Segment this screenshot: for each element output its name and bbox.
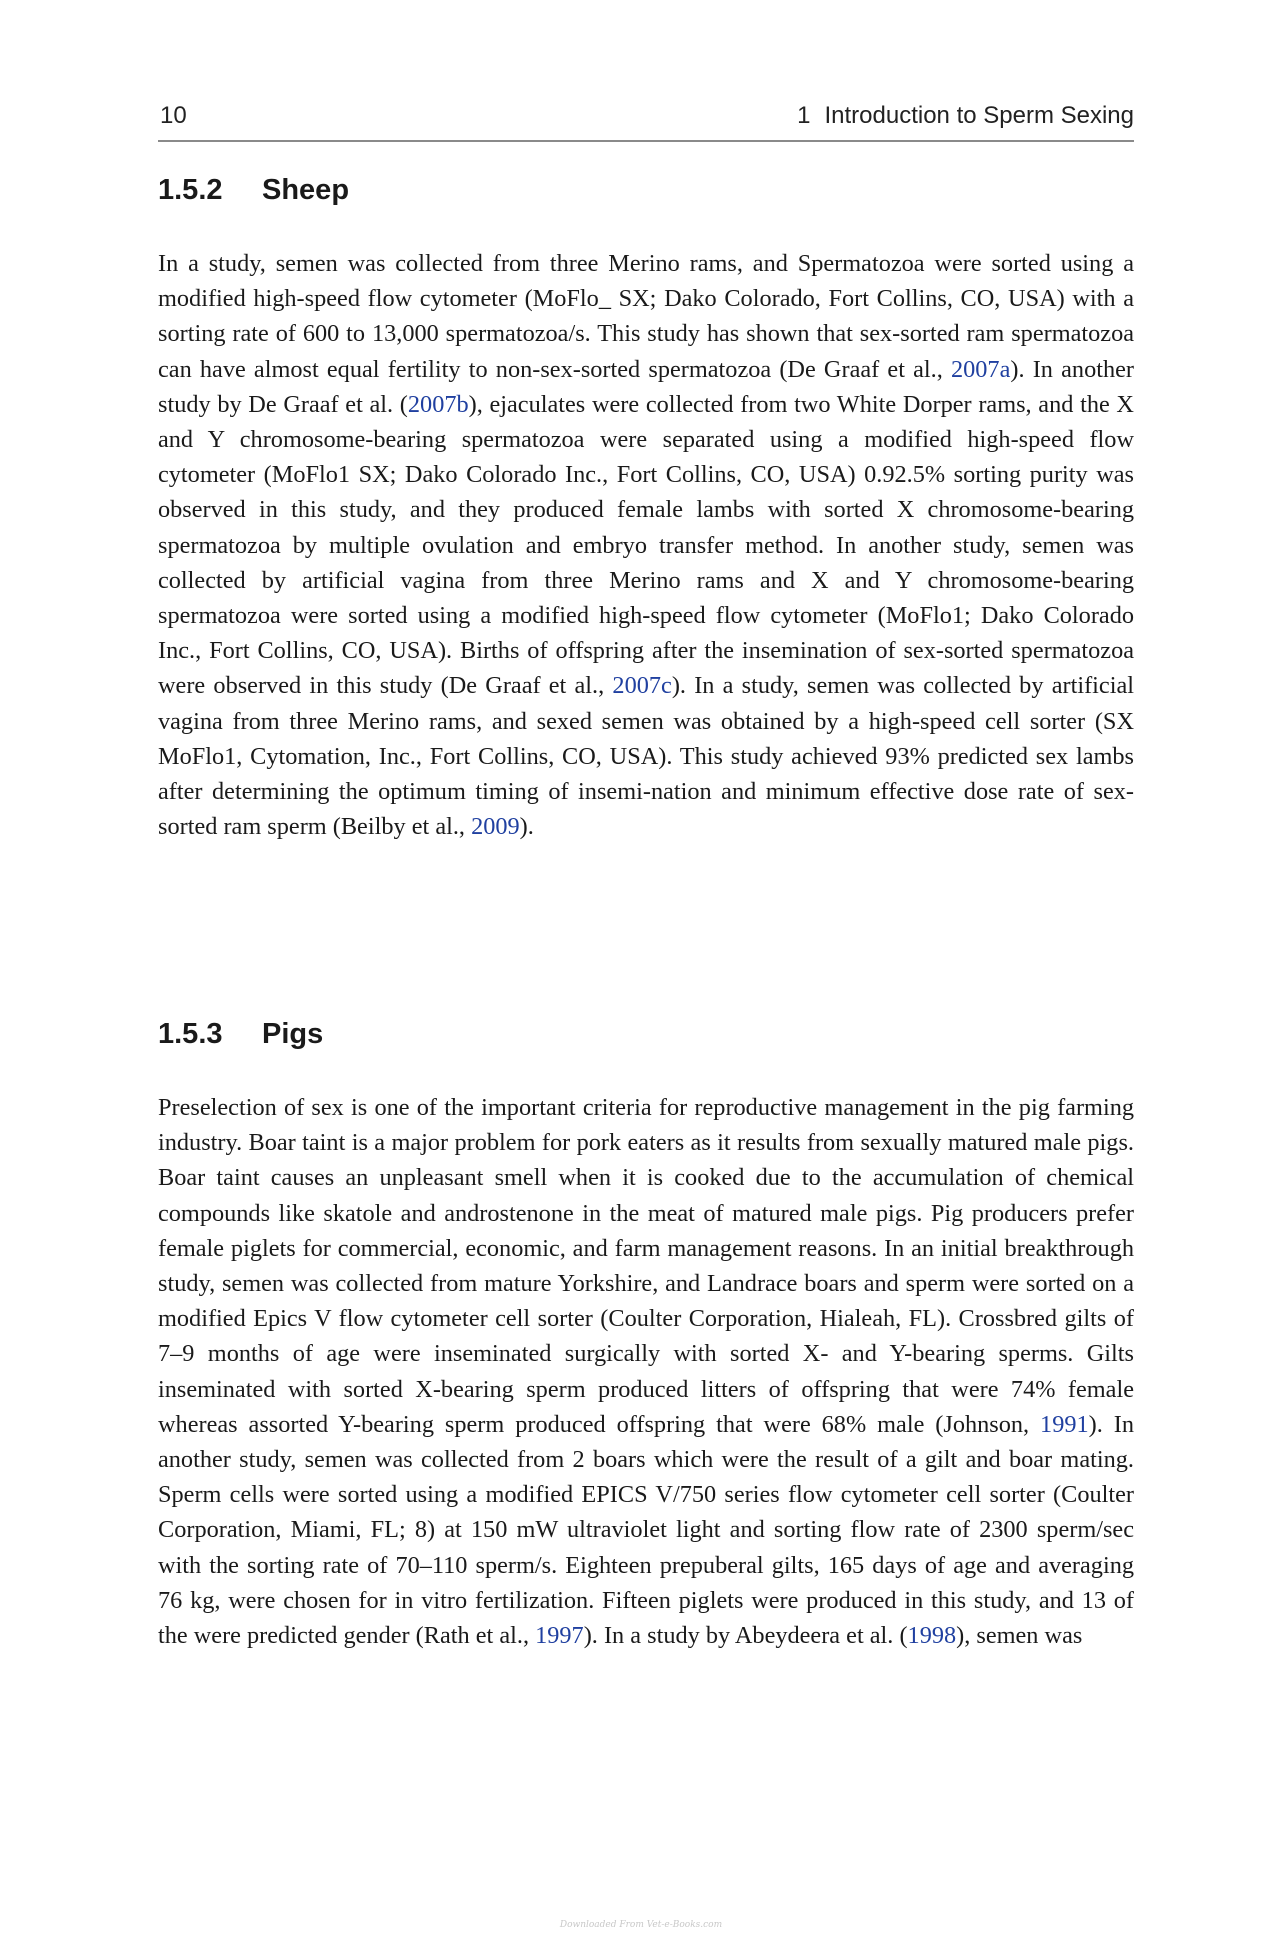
citation-link[interactable]: 1997	[535, 1622, 584, 1650]
text-run: ).	[519, 813, 534, 841]
chapter-title-text: Introduction to Sperm Sexing	[824, 102, 1134, 129]
section-body-sheep	[158, 246, 1134, 844]
citation-link[interactable]: 2007a	[950, 355, 1011, 383]
text-run: ), semen was	[956, 1622, 1083, 1650]
text-run: ), ejaculates were collected from two White Dorper rams, and the X and Y chromosome-bearing spermatozoa were separated using a modified high-speed flow cytometer (MoFlo1 SX; Dako Colorado Inc., Fort Collins, CO, USA) 0.92.5% sorting purity was observed in this study, and they produced female lambs with sorted X chromosome-bearing spermatozoa by multiple ovulation and embryo transfer method. In another study, semen was collected by artificial vagina from three Merino rams and X and Y chromosome-bearing spermatozoa were sorted using a modified high-speed flow cytometer (MoFlo1; Dako Colorado Inc., Fort Collins, CO, USA). Births of offspring after the insemination of sex-sorted spermatozoa were observed in this study (De Graaf et al.,	[158, 390, 1134, 700]
citation-link[interactable]: 2007b	[407, 390, 469, 418]
running-header	[158, 100, 1134, 142]
citation-link[interactable]: 2007c	[612, 672, 672, 700]
section-heading-pigs	[158, 1018, 323, 1051]
text-run: ). In another study by De Graaf et al. (	[158, 355, 1134, 418]
text-run: ). In another study, semen was collected from 2 boars which were the result of a gilt and boar mating. Sperm cells were sorted using a modified EPICS V/750 series flow cytometer cell sorter (Coulter Corporation, Miami, FL; 8) at 150 mW ultraviolet light and sorting flow rate of 2300 sperm/sec with the sorting rate of 70–110 sperm/s. Eighteen prepuberal gilts, 165 days of age and averaging 76 kg, were chosen for in vitro fertilization. Fifteen piglets were produced in this study, and 13 of the were predicted gender (Rath et al.,	[158, 1410, 1134, 1650]
section-number: 1.5.2	[158, 174, 223, 206]
chapter-title	[797, 102, 1134, 130]
section-title: Sheep	[262, 174, 350, 206]
paragraph	[158, 1090, 1134, 1653]
paragraph	[158, 246, 1134, 844]
citation-link[interactable]: 2009	[471, 813, 520, 841]
section-title: Pigs	[262, 1018, 324, 1050]
text-run: Preselection of sex is one of the important criteria for reproductive management in the pig farming industry. Boar taint is a major problem for pork eaters as it results from sexually matured male pigs. Boar taint causes an unpleasant smell when it is cooked due to the accumulation of chemical compounds like skatole and androstenone in the meat of matured male pigs. Pig producers prefer female piglets for commercial, economic, and farm management reasons. In an initial breakthrough study, semen was collected from mature Yorkshire, and Landrace boars and sperm were sorted on a modified Epics V flow cytometer cell sorter (Coulter Corporation, Hialeah, FL). Crossbred gilts of 7–9 months of age were inseminated surgically with sorted X- and Y-bearing sperms. Gilts inseminated with sorted X-bearing sperm produced litters of offspring that were 74% female whereas assorted Y-bearing sperm produced offspring that were 68% male (Johnson,	[158, 1094, 1134, 1438]
page-number: 10	[160, 102, 187, 129]
section-heading-sheep	[158, 174, 349, 207]
section-body-pigs	[158, 1090, 1134, 1653]
chapter-number: 1	[797, 102, 811, 129]
section-number: 1.5.3	[158, 1018, 223, 1050]
citation-link[interactable]: 1998	[907, 1622, 957, 1650]
download-watermark: Downloaded From Vet-e-Books.com	[559, 1920, 723, 1930]
text-run: ). In a study by Abeydeera et al. (	[583, 1622, 908, 1650]
text-run: ). In a study, semen was collected by artificial vagina from three Merino rams, and sexed semen was obtained by a high-speed cell sorter (SX MoFlo1, Cytomation, Inc., Fort Collins, CO, USA). This study achieved 93% predicted sex lambs after determining the optimum timing of insemi-nation and minimum effective dose rate of sex-sorted ram sperm (Beilby et al.,	[158, 672, 1134, 841]
citation-link[interactable]: 1991	[1040, 1410, 1089, 1438]
text-run: In a study, semen was collected from three Merino rams, and Spermatozoa were sorted using a modified high-speed flow cytometer (MoFlo_ SX; Dako Colorado, Fort Collins, CO, USA) with a sorting rate of 600 to 13,000 spermatozoa/s. This study has shown that sex-sorted ram spermatozoa can have almost equal fertility to non-sex-sorted spermatozoa (De Graaf et al.,	[158, 250, 1134, 383]
